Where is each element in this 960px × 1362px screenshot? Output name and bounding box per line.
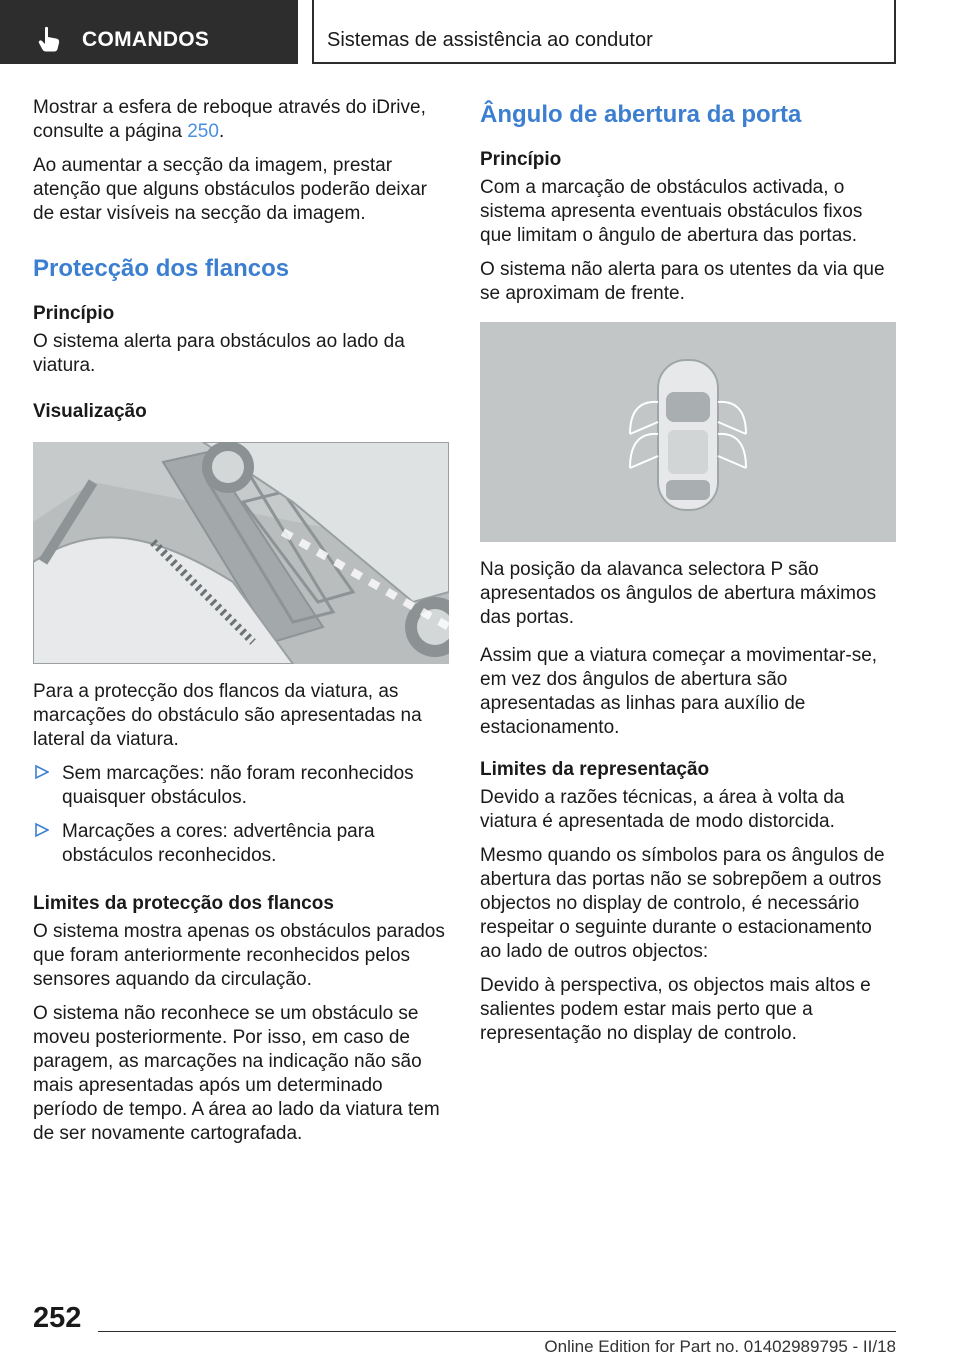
triangle-bullet-icon: [35, 764, 49, 780]
section-heading: Protecção dos flancos: [33, 255, 290, 282]
paragraph: Devido a razões técnicas, a área à volta da viatura é apresentada de modo distorcida.: [480, 787, 845, 832]
left-column: [33, 96, 449, 1156]
hand-pointer-icon: [38, 26, 62, 52]
subheading: Limites da protecção dos flancos: [33, 893, 334, 914]
edition-footer: Online Edition for Part no. 01402989795 - II/18: [544, 1337, 896, 1356]
chapter-tab: [312, 0, 896, 64]
subheading: Princípio: [33, 303, 115, 324]
paragraph: Na posição da alavanca selectora P são apresentados os ângulos de abertura máximos das portas.: [480, 559, 877, 628]
paragraph: Mesmo quando os símbolos para os ângulos de abertura das portas não se sobrepõem a outros objectos no display de controlo, é necessário respeitar o seguinte durante o estacionamento ao lado de outros objectos:: [480, 845, 885, 962]
bullet-list: [33, 762, 449, 868]
footer-divider: [98, 1331, 896, 1332]
chapter-title: Sistemas de assistência ao condutor: [327, 29, 653, 51]
list-item: Sem marcações: não foram reconhecidos quaisquer obstáculos.: [33, 762, 449, 810]
paragraph: Com a marcação de obstáculos activada, o sistema apresenta eventuais obstáculos fixos que limitam o ângulo de abertura das portas.: [480, 177, 863, 246]
list-item: Marcações a cores: advertência para obstáculos reconhecidos.: [33, 820, 449, 868]
triangle-bullet-icon: [35, 822, 49, 838]
side-protection-figure: [33, 442, 449, 664]
door-angle-figure: [480, 322, 896, 542]
section-heading: Ângulo de abertura da porta: [480, 101, 802, 128]
paragraph: Devido à perspectiva, os objectos mais altos e salientes podem estar mais perto que a representação no display de controlo.: [480, 975, 871, 1044]
paragraph: Ao aumentar a secção da imagem, prestar atenção que alguns obstáculos poderão deixar de estar visíveis na secção da imagem.: [33, 155, 428, 224]
paragraph: O sistema alerta para obstáculos ao lado da viatura.: [33, 331, 405, 376]
section-title: COMANDOS: [82, 28, 210, 51]
subheading: Limites da representação: [480, 759, 710, 780]
subheading: Visualização: [33, 401, 147, 422]
right-column: [480, 96, 896, 1056]
paragraph: Para a protecção dos flancos da viatura, as marcações do obstáculo são apresentadas na lateral da viatura.: [33, 681, 422, 750]
paragraph: O sistema não alerta para os utentes da via que se aproximam de frente.: [480, 259, 885, 304]
section-tab: [0, 0, 298, 64]
subheading: Princípio: [480, 149, 562, 170]
paragraph: O sistema não reconhece se um obstáculo se moveu posteriormente. Por isso, em caso de paragem, as marcações na indicação não são mais apresentadas após um determinado período de tempo. A área ao lado da viatura tem de ser novamente cartografada.: [33, 1003, 440, 1144]
paragraph: O sistema mostra apenas os obstáculos parados que foram anteriormente reconhecidos pelos sensores aquando da circulação.: [33, 921, 445, 990]
page-header: [0, 0, 960, 64]
paragraph: Assim que a viatura começar a movimentar-se, em vez dos ângulos de abertura são apresentadas as linhas para auxílio de estacionamento.: [480, 645, 878, 738]
page-reference-link[interactable]: 250: [187, 121, 219, 142]
page-number: 252: [33, 1302, 82, 1334]
paragraph: Mostrar a esfera de reboque através do iDrive, consulte a página 250.: [33, 97, 426, 142]
